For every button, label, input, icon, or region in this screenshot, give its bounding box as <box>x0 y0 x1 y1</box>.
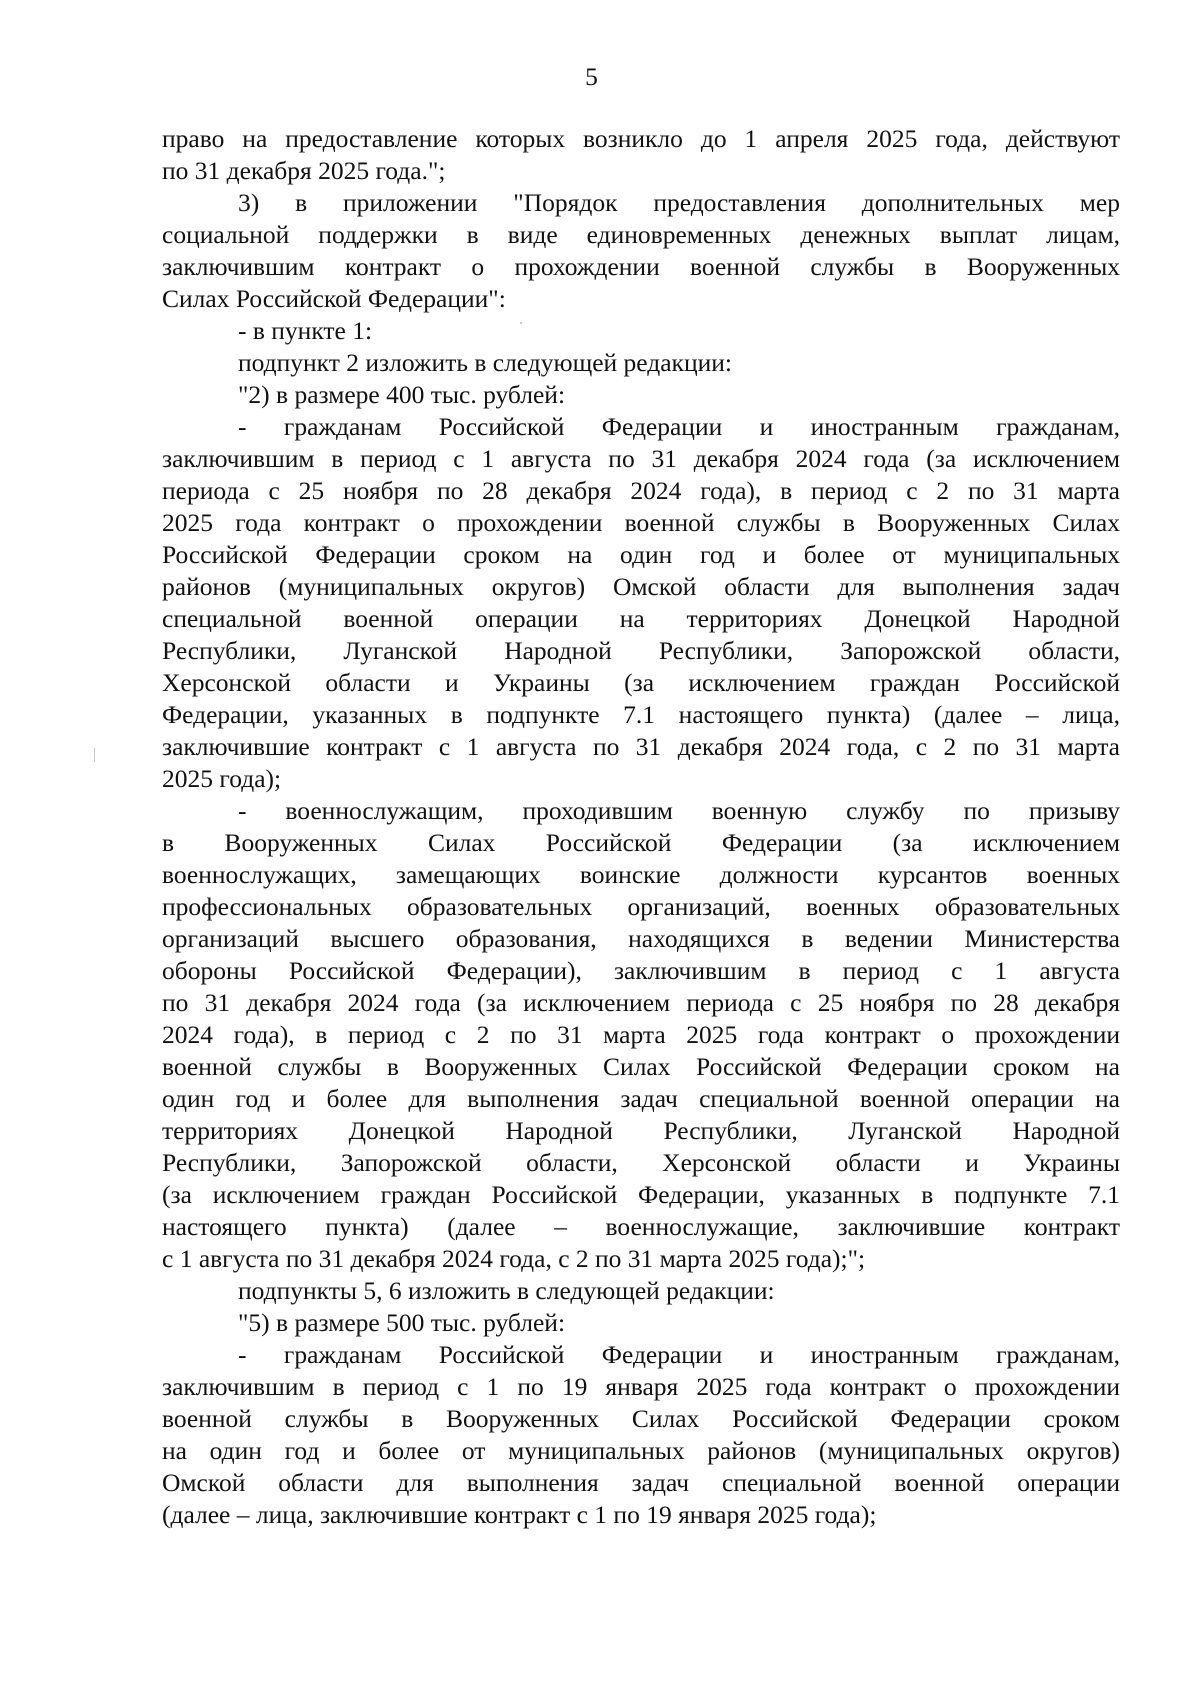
text-line: Российской Федерации сроком на один год и более от муниципальных <box>162 540 1120 569</box>
text-line: подпункт 2 изложить в следующей редакции: <box>238 348 732 377</box>
text-line: районов (муниципальных округов) Омской области для выполнения задач <box>162 572 1120 601</box>
text-line: периода с 25 ноября по 28 декабря 2024 года), в период с 2 по 31 марта <box>162 476 1120 505</box>
scan-artifact <box>520 322 522 324</box>
text-line: подпункты 5, 6 изложить в следующей редакции: <box>238 1276 775 1305</box>
text-line: - военнослужащим, проходившим военную службу по призыву <box>238 796 1120 825</box>
text-line: профессиональных образовательных организаций, военных образовательных <box>162 892 1120 921</box>
text-line: - гражданам Российской Федерации и иностранным гражданам, <box>238 412 1120 441</box>
text-line: заключившие контракт с 1 августа по 31 декабря 2024 года, с 2 по 31 марта <box>162 732 1120 761</box>
text-line: военной службы в Вооруженных Силах Российской Федерации сроком на <box>162 1052 1120 1081</box>
text-line: 2025 года); <box>162 764 282 793</box>
text-line: обороны Российской Федерации), заключившим в период с 1 августа <box>162 956 1120 985</box>
text-line: 3) в приложении "Порядок предоставления дополнительных мер <box>238 188 1120 217</box>
text-line: с 1 августа по 31 декабря 2024 года, с 2 по 31 марта 2025 года);"; <box>162 1244 866 1273</box>
text-line: Херсонской области и Украины (за исключением граждан Российской <box>162 668 1120 697</box>
text-line: право на предоставление которых возникло до 1 апреля 2025 года, действуют <box>162 124 1120 153</box>
text-line: (далее – лица, заключившие контракт с 1 по 19 января 2025 года); <box>162 1500 877 1529</box>
text-line: в Вооруженных Силах Российской Федерации (за исключением <box>162 828 1120 857</box>
text-line: заключившим в период с 1 августа по 31 декабря 2024 года (за исключением <box>162 444 1120 473</box>
text-line: Республики, Запорожской области, Херсонской области и Украины <box>162 1148 1120 1177</box>
text-line: Республики, Луганской Народной Республики, Запорожской области, <box>162 636 1120 665</box>
text-line: - гражданам Российской Федерации и иностранным гражданам, <box>238 1340 1120 1369</box>
text-line: по 31 декабря 2025 года."; <box>162 156 446 185</box>
text-line: один год и более для выполнения задач специальной военной операции на <box>162 1084 1120 1113</box>
text-line: Силах Российской Федерации": <box>162 284 506 313</box>
text-line: специальной военной операции на территориях Донецкой Народной <box>162 604 1120 633</box>
text-line: - в пункте 1: <box>238 316 373 345</box>
text-line: заключившим контракт о прохождении военной службы в Вооруженных <box>162 252 1120 281</box>
text-line: Омской области для выполнения задач специальной военной операции <box>162 1468 1120 1497</box>
text-line: (за исключением граждан Российской Федерации, указанных в подпункте 7.1 <box>162 1180 1120 1209</box>
text-line: Федерации, указанных в подпункте 7.1 настоящего пункта) (далее – лица, <box>162 700 1120 729</box>
scan-artifact <box>94 748 95 762</box>
text-line: 2025 года контракт о прохождении военной службы в Вооруженных Силах <box>162 508 1120 537</box>
text-line: по 31 декабря 2024 года (за исключением периода с 25 ноября по 28 декабря <box>162 988 1120 1017</box>
text-line: 2024 года), в период с 2 по 31 марта 2025 года контракт о прохождении <box>162 1020 1120 1049</box>
text-line: территориях Донецкой Народной Республики, Луганской Народной <box>162 1116 1120 1145</box>
page-number: 5 <box>585 62 598 91</box>
text-line: "5) в размере 500 тыс. рублей: <box>238 1308 566 1337</box>
text-line: "2) в размере 400 тыс. рублей: <box>238 380 566 409</box>
text-line: настоящего пункта) (далее – военнослужащие, заключившие контракт <box>162 1212 1120 1241</box>
text-line: организаций высшего образования, находящихся в ведении Министерства <box>162 924 1120 953</box>
text-line: на один год и более от муниципальных районов (муниципальных округов) <box>162 1436 1120 1465</box>
text-line: военной службы в Вооруженных Силах Российской Федерации сроком <box>162 1404 1120 1433</box>
text-line: военнослужащих, замещающих воинские должности курсантов военных <box>162 860 1120 889</box>
text-line: заключившим в период с 1 по 19 января 2025 года контракт о прохождении <box>162 1372 1120 1401</box>
text-line: социальной поддержки в виде единовременных денежных выплат лицам, <box>162 220 1120 249</box>
